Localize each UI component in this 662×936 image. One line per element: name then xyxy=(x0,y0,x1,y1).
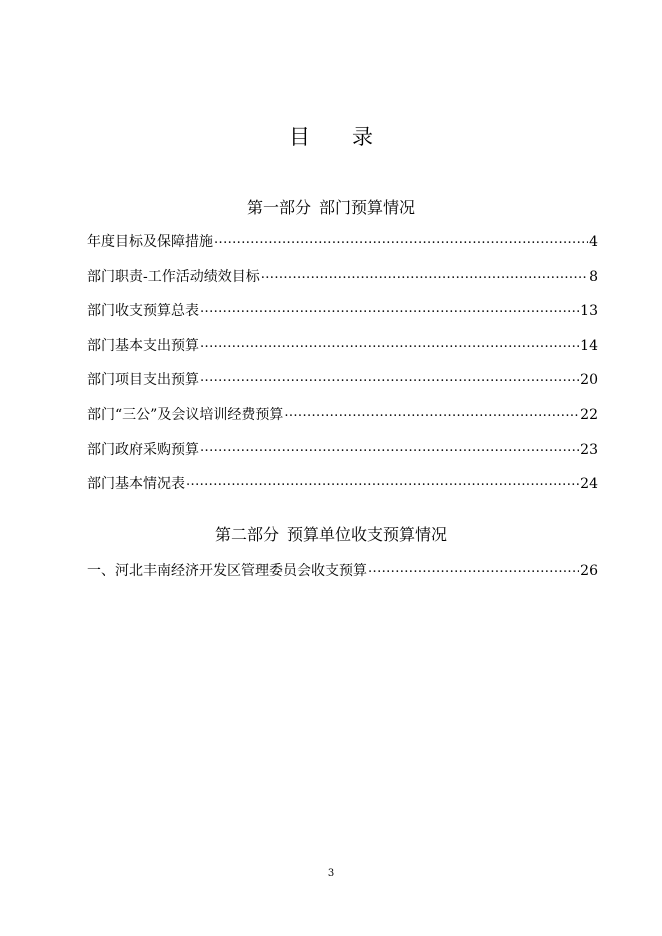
toc-entry-page: 13 xyxy=(580,303,598,320)
toc-title-char-1: 目 xyxy=(289,125,310,149)
dot-leader xyxy=(200,301,579,315)
toc-entry[interactable] xyxy=(87,405,598,440)
toc-entry-page: 20 xyxy=(580,372,598,389)
toc-entry-page: 22 xyxy=(580,406,598,423)
section-heading-part1 xyxy=(0,198,662,218)
toc-entry[interactable] xyxy=(87,440,598,475)
section-heading-part2 xyxy=(0,525,662,545)
section-prefix: 第二部分 xyxy=(214,525,279,544)
toc-entry-page: 26 xyxy=(580,563,598,579)
page-number: 3 xyxy=(327,868,335,879)
section-prefix: 第一部分 xyxy=(246,198,311,217)
dot-leader xyxy=(200,370,579,384)
section-name: 部门预算情况 xyxy=(319,198,416,217)
dot-leader xyxy=(261,267,588,281)
dot-leader xyxy=(368,561,579,575)
toc-entry-page: 14 xyxy=(580,337,598,354)
toc-entry[interactable] xyxy=(87,267,598,302)
toc-entry-label: 部门项目支出预算 xyxy=(87,372,199,389)
toc-entry-label: 一、河北丰南经济开发区管理委员会收支预算 xyxy=(87,563,367,579)
dot-leader xyxy=(284,405,579,419)
toc-entry-page: 23 xyxy=(580,441,598,458)
toc-title-char-2: 录 xyxy=(352,125,373,149)
toc-entry-page: 8 xyxy=(589,268,598,285)
toc-entry-label: 部门基本情况表 xyxy=(87,476,185,493)
toc-entry[interactable] xyxy=(87,561,598,596)
toc-entry-label: 部门“三公”及会议培训经费预算 xyxy=(87,406,284,423)
toc-entry-label: 部门职责-工作活动绩效目标 xyxy=(87,268,260,285)
toc-entry-page: 4 xyxy=(589,234,598,250)
dot-leader xyxy=(214,232,588,246)
toc-entry-label: 年度目标及保障措施 xyxy=(87,234,213,250)
toc-entry[interactable] xyxy=(87,301,598,336)
toc-list-part2 xyxy=(87,561,598,596)
toc-entry-label: 部门政府采购预算 xyxy=(87,441,199,458)
toc-entry-page: 24 xyxy=(580,476,598,493)
dot-leader xyxy=(186,474,579,488)
section-name: 预算单位收支预算情况 xyxy=(287,525,448,544)
toc-entry[interactable] xyxy=(87,370,598,405)
toc-title xyxy=(0,124,662,150)
dot-leader xyxy=(200,336,579,350)
toc-list-part1 xyxy=(87,232,598,509)
toc-entry[interactable] xyxy=(87,474,598,509)
toc-entry-label: 部门基本支出预算 xyxy=(87,337,199,354)
toc-entry-label: 部门收支预算总表 xyxy=(87,303,199,320)
dot-leader xyxy=(200,440,579,454)
toc-entry[interactable] xyxy=(87,232,598,267)
toc-entry[interactable] xyxy=(87,336,598,371)
